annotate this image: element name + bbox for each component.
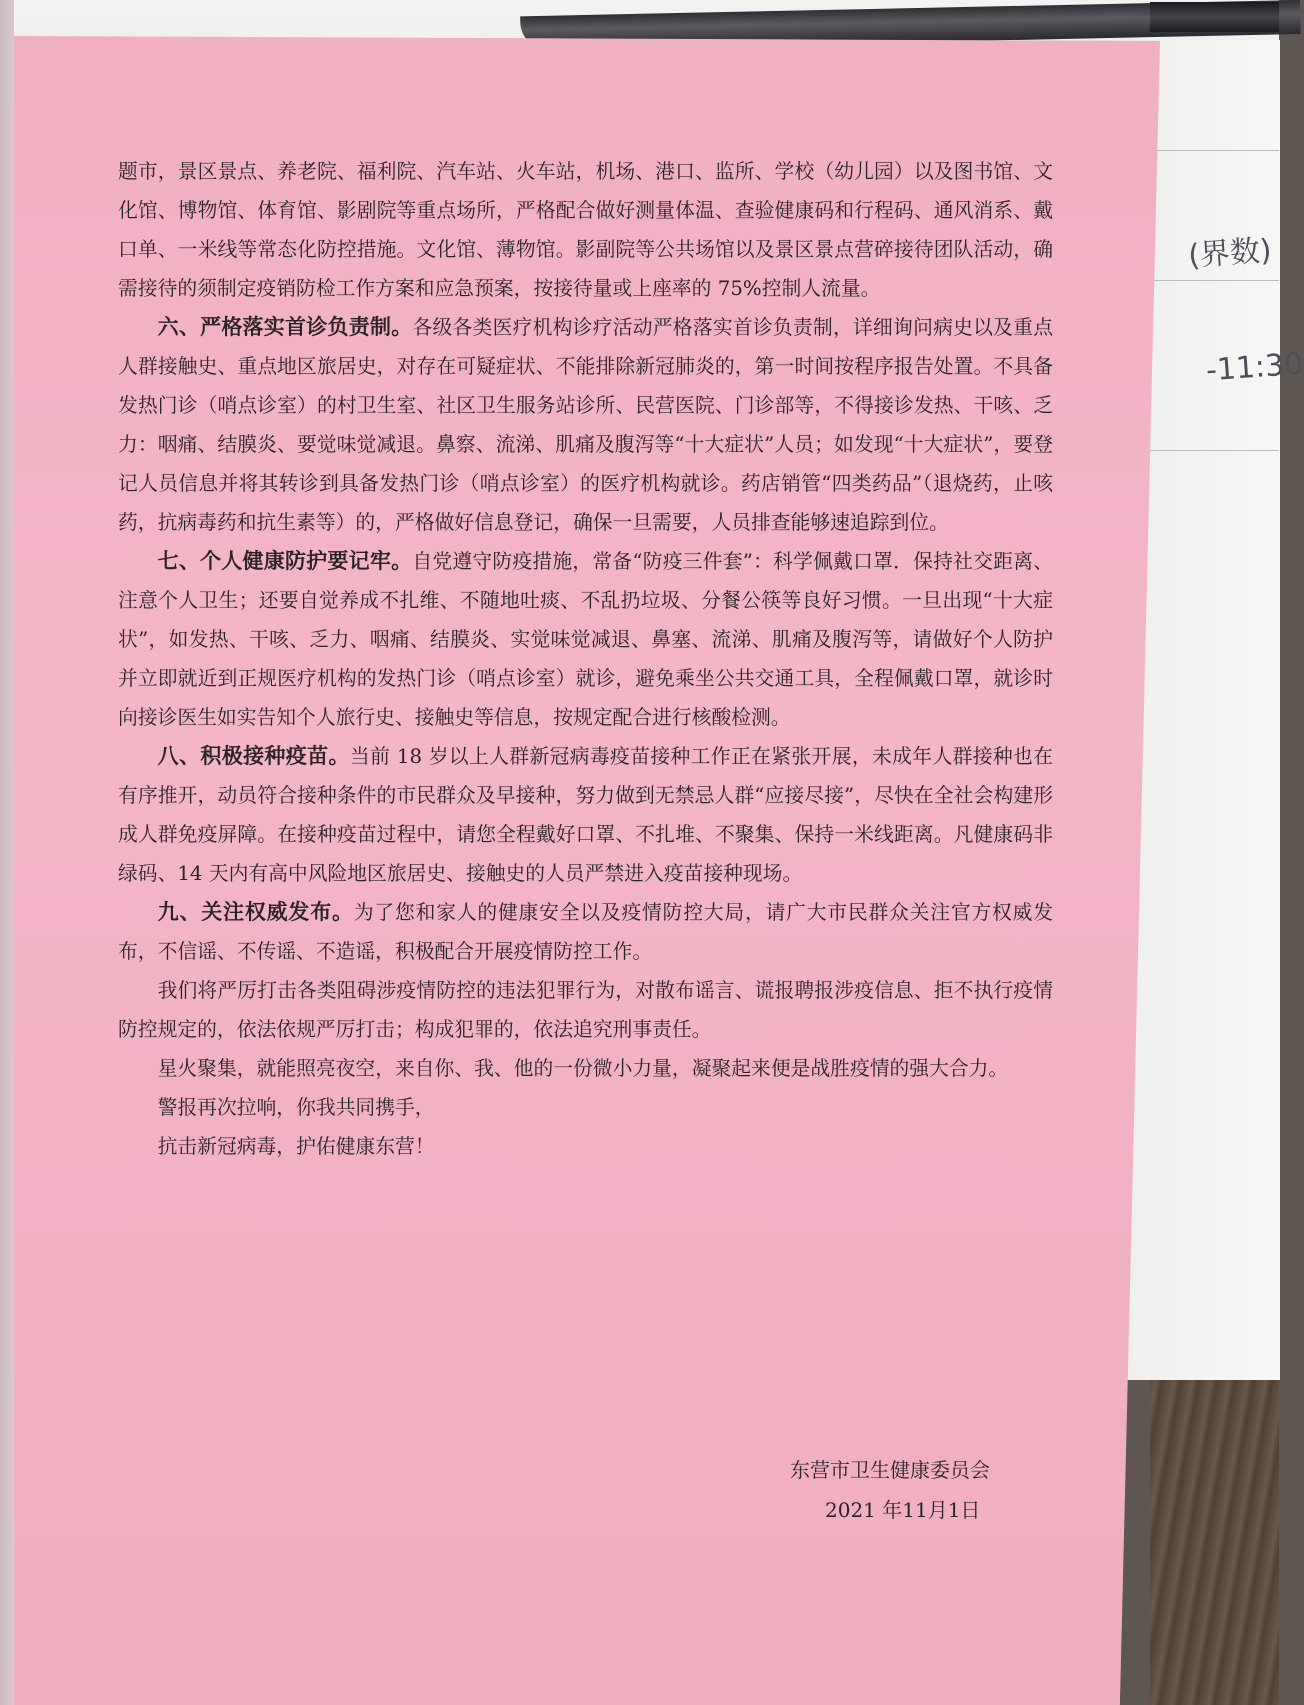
closing-paragraph: 星火聚集，就能照亮夜空，来自你、我、他的一份微小力量，凝聚起来便是战胜疫情的强大合力。 <box>157 1057 1009 1080</box>
background-handwriting: -11:30 <box>1204 346 1304 389</box>
section-body: 自党遵守防疫措施，常备“防疫三件套”：科学佩戴口罩．保持社交距离、注意个人卫生；还要自觉养成不扎维、不随地吐痰、不乱扔垃圾、分餐公筷等良好习惯。一旦出现“十大症状”，如发热、干咳、乏力、咽痛、结膜炎、实觉味觉减退、鼻塞、流涕、肌痛及腹泻等，请做好个人防护并立即就近到正规医疗机构的发热门诊（哨点诊室）就诊，避免乘坐公共交通工具，全程佩戴口罩，就诊时向接诊医生如实告知个人旅行史、接触史等信息，按规定配合进行核酸检测。 <box>118 550 1053 729</box>
section-6 <box>118 308 1053 542</box>
closing-slogan: 警报再次拉响，你我共同携手， <box>157 1096 435 1119</box>
issuing-organization: 东营市卫生健康委员会 <box>790 1458 990 1482</box>
section-body: 当前 18 岁以上人群新冠病毒疫苗接种工作正在紧张开展，未成年人群接种也在有序推开，动员符合接种条件的市民群众及早接种，努力做到无禁忌人群“应接尽接”，尽快在全社会构建形成人群免疫屏障。在接种疫苗过程中，请您全程戴好口罩、不扎堆、不聚集、保持一米线距离。凡健康码非绿码、14 天内有高中风险地区旅居史、接触史的人员严禁进入疫苗接种现场。 <box>118 745 1053 885</box>
background-left-edge <box>0 0 14 1705</box>
section-heading: 七、个人健康防护要记牢。 <box>157 549 413 573</box>
continued-paragraph: 题市，景区景点、养老院、福利院、汽车站、火车站，机场、港口、监所、学校（幼儿园）以及图书馆、文化馆、博物馆、体育馆、影剧院等重点场所，严格配合做好测量体温、查验健康码和行程码、通风消系、戴口单、一米线等常态化防控措施。文化馆、薄物馆。影副院等公共场馆以及景区景点营碎接待团队活动，确需接待的须制定疫销防检工作方案和应急预案，按接待量或上座率的 75%控制人流量。 <box>118 160 1053 300</box>
section-body: 各级各类医疗机构诊疗活动严格落实首诊负责制，详细询问病史以及重点人群接触史、重点地区旅居史，对存在可疑症状、不能排除新冠肺炎的，第一时间按程序报告处置。不具备发热门诊（哨点诊室）的村卫生室、社区卫生服务站诊所、民营医院、门诊部等，不得接诊发热、干咳、乏力：咽痛、结膜炎、要觉味觉减退。鼻察、流涕、肌痛及腹泻等“十大症状”人员；如发现“十大症状”，要登记人员信息并将其转诊到具备发热门诊（哨点诊室）的医疗机构就诊。药店销管“四类药品”（退烧药，止咳药，抗病毒药和抗生素等）的，严格做好信息登记，确保一旦需要，人员排查能够速追踪到位。 <box>118 316 1053 534</box>
closing-paragraph: 我们将严厉打击各类阻碍涉疫情防控的违法犯罪行为，对散布谣言、谎报聘报涉疫信息、拒不执行疫情防控规定的，依法依规严厉打击；构成犯罪的，依法追究刑事责任。 <box>118 979 1053 1041</box>
section-heading: 六、严格落实首诊负责制。 <box>157 315 413 339</box>
section-body: 为了您和家人的健康安全以及疫情防控大局，请广大市民群众关注官方权威发布，不信谣、不传谣、不造谣，积极配合开展疫情防控工作。 <box>118 901 1053 963</box>
section-heading: 九、关注权威发布。 <box>157 900 354 924</box>
background-handwriting: (界数) <box>1187 233 1273 274</box>
signature-block <box>680 1450 1080 1530</box>
pen-cap <box>1150 2 1279 32</box>
section-heading: 八、积极接种疫苗。 <box>157 744 350 768</box>
closing-slogan: 抗击新冠病毒，护佑健康东营！ <box>157 1135 435 1158</box>
section-9 <box>118 893 1053 971</box>
section-8 <box>118 737 1053 893</box>
section-7 <box>118 542 1053 737</box>
issue-date: 2021 年11月1日 <box>825 1498 981 1522</box>
desk-surface <box>1150 1380 1279 1705</box>
notice-body <box>118 152 1053 1166</box>
